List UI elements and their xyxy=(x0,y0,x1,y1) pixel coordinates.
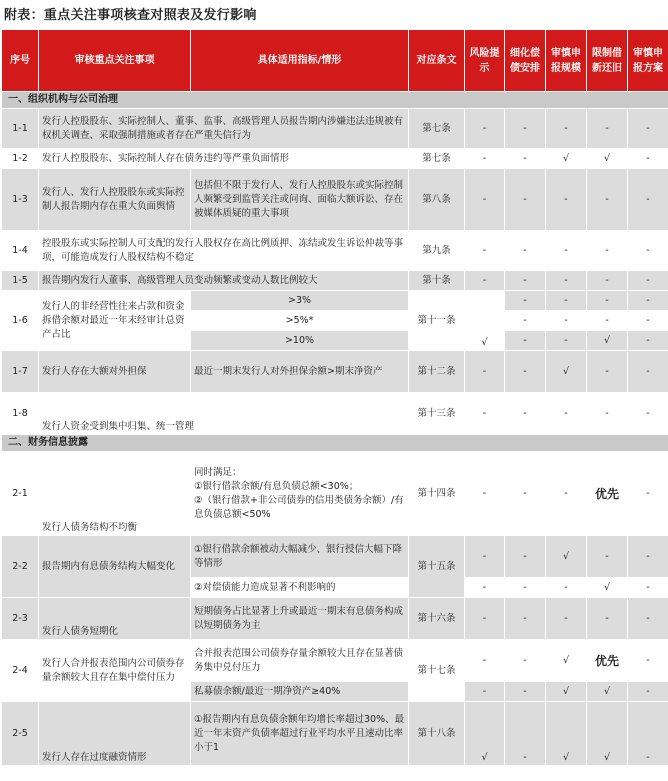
table-row xyxy=(2,109,668,149)
row-item: 发行人控股股东、实际控制人、董事、监事、高级管理人员报告期内涉嫌违法违规被有权机关调查、采取强制措施或者存在严重失信行为 xyxy=(39,109,409,149)
row-clause: 第七条 xyxy=(409,109,465,149)
table-row xyxy=(2,536,668,578)
mark-risk: - xyxy=(465,169,505,231)
mark-careful: - xyxy=(546,578,587,598)
mark-limit: √ xyxy=(587,702,628,766)
mark-risk: - xyxy=(465,109,505,149)
mark-detail: - xyxy=(505,702,546,766)
mark-plan: - xyxy=(628,149,668,169)
mark-detail: - xyxy=(505,351,546,393)
header-clause: 对应条文 xyxy=(409,30,465,92)
mark-detail: - xyxy=(505,393,546,435)
row-number: 1-4 xyxy=(2,231,39,271)
section-title: 二、财务信息披露 xyxy=(2,435,668,452)
row-number: 1-1 xyxy=(2,109,39,149)
mark-careful: - xyxy=(546,393,587,435)
mark-detail: - xyxy=(505,331,546,351)
table-row xyxy=(2,169,668,231)
mark-careful: - xyxy=(546,271,587,291)
row-number: 1-6 xyxy=(2,291,39,351)
row-number: 1-5 xyxy=(2,271,39,291)
row-clause: 第八条 xyxy=(409,169,465,231)
mark-risk: - xyxy=(465,351,505,393)
mark-plan: - xyxy=(628,682,668,702)
mark-risk: √ xyxy=(465,702,505,766)
header-item: 审核重点关注事项 xyxy=(39,30,191,92)
mark-limit: - xyxy=(587,169,628,231)
mark-careful: - xyxy=(546,291,587,311)
row-criteria: >3% xyxy=(191,291,409,311)
mark-limit: - xyxy=(587,393,628,435)
mark-detail: - xyxy=(505,311,546,331)
header-seq: 序号 xyxy=(2,30,39,92)
mark-limit: √ xyxy=(587,149,628,169)
mark-careful: √ xyxy=(546,149,587,169)
mark-limit: - xyxy=(587,598,628,640)
row-item: 控股股东或实际控制人可支配的发行人股权存在高比例质押、冻结或发生诉讼仲裁等事项，可能造成发行人股权结构不稳定 xyxy=(39,231,409,271)
mark-risk: √ xyxy=(465,291,505,351)
row-item: 发行人存在大额对外担保 xyxy=(39,351,191,393)
mark-careful: √ xyxy=(546,702,587,766)
row-number: 1-7 xyxy=(2,351,39,393)
mark-risk: - xyxy=(465,640,505,682)
row-criteria: ①银行借款余额被动大幅减少、银行授信大幅下降等情形 xyxy=(191,536,409,578)
row-criteria: 包括但不限于发行人、发行人控股股东或实际控制人频繁受到监管关注或问询、面临大额诉讼、存在被媒体质疑的重大事项 xyxy=(191,169,409,231)
mark-limit: - xyxy=(587,311,628,331)
mark-limit: √ xyxy=(587,682,628,702)
mark-detail: - xyxy=(505,578,546,598)
mark-detail: - xyxy=(505,271,546,291)
mark-risk: - xyxy=(465,682,505,702)
row-clause: 第十七条 xyxy=(409,640,465,702)
row-number: 2-1 xyxy=(2,452,39,536)
mark-plan: - xyxy=(628,393,668,435)
table-row xyxy=(2,452,668,536)
mark-plan: - xyxy=(628,169,668,231)
table-row xyxy=(2,291,668,311)
mark-detail: - xyxy=(505,598,546,640)
row-clause: 第十条 xyxy=(409,271,465,291)
mark-careful: - xyxy=(546,452,587,536)
row-clause: 第十三条 xyxy=(409,393,465,435)
mark-detail: - xyxy=(505,109,546,149)
row-criteria: ②对偿债能力造成显著不利影响的 xyxy=(191,578,409,598)
mark-careful: - xyxy=(546,331,587,351)
mark-risk: - xyxy=(465,393,505,435)
mark-plan: - xyxy=(628,351,668,393)
mark-careful: - xyxy=(546,311,587,331)
mark-careful: - xyxy=(546,169,587,231)
mark-detail: - xyxy=(505,682,546,702)
mark-plan: - xyxy=(628,291,668,311)
mark-detail: - xyxy=(505,149,546,169)
table-row xyxy=(2,640,668,682)
mark-limit: 优先 xyxy=(587,640,628,682)
row-number: 1-8 xyxy=(2,393,39,435)
row-item: 发行人债务结构不均衡 xyxy=(39,452,191,536)
row-number: 2-3 xyxy=(2,598,39,640)
header-criteria: 具体适用指标/情形 xyxy=(191,30,409,92)
mark-detail: - xyxy=(505,231,546,271)
mark-detail: - xyxy=(505,169,546,231)
mark-limit: - xyxy=(587,231,628,271)
mark-limit: - xyxy=(587,271,628,291)
mark-plan: - xyxy=(628,331,668,351)
table-row xyxy=(2,351,668,393)
mark-limit: - xyxy=(587,536,628,578)
row-clause: 第九条 xyxy=(409,231,465,271)
row-item: 报告期内有息债务结构大幅变化 xyxy=(39,536,191,598)
row-number: 1-2 xyxy=(2,149,39,169)
mark-plan: - xyxy=(628,598,668,640)
row-clause: 第十五条 xyxy=(409,536,465,598)
table-row xyxy=(2,271,668,291)
header-plan: 审慎申报方案 xyxy=(628,30,668,92)
row-clause: 第七条 xyxy=(409,149,465,169)
mark-limit: - xyxy=(587,351,628,393)
mark-plan: - xyxy=(628,231,668,271)
table-row xyxy=(2,231,668,271)
table-row xyxy=(2,149,668,169)
row-criteria: >10% xyxy=(191,331,409,351)
page-title: 附表：重点关注事项核查对照表及发行影响 xyxy=(4,8,257,23)
check-table xyxy=(1,29,668,766)
row-clause: 第十六条 xyxy=(409,598,465,640)
mark-plan: - xyxy=(628,578,668,598)
mark-careful: - xyxy=(546,598,587,640)
row-item: 发行人控股股东、实际控制人存在债务违约等严重负面情形 xyxy=(39,149,409,169)
mark-careful: √ xyxy=(546,351,587,393)
row-criteria: >5%* xyxy=(191,311,409,331)
mark-plan: - xyxy=(628,271,668,291)
row-criteria: ①报告期内有息负债余额年均增长率超过30%、最近一年末资产负债率超过行业平均水平且速动比率小于1 xyxy=(191,702,409,766)
row-criteria: 短期债务占比显著上升或最近一期末有息债务构成以短期债务为主 xyxy=(191,598,409,640)
row-item: 发行人合并报表范围内公司债券存量余额较大且存在集中偿付压力 xyxy=(39,640,191,702)
mark-plan: - xyxy=(628,536,668,578)
mark-limit: - xyxy=(587,291,628,311)
row-item: 发行人、发行人控股股东或实际控制人报告期内存在重大负面舆情 xyxy=(39,169,191,231)
row-clause: 第十二条 xyxy=(409,351,465,393)
mark-plan: - xyxy=(628,311,668,331)
mark-risk: - xyxy=(465,452,505,536)
row-number: 2-5 xyxy=(2,702,39,766)
row-criteria: 私募债余额/最近一期净资产≥40% xyxy=(191,682,409,702)
mark-careful: √ xyxy=(546,682,587,702)
header-detail: 细化偿债安排 xyxy=(505,30,546,92)
row-item: 发行人债务短期化 xyxy=(39,598,191,640)
row-item: 发行人的非经营性往来占款和资金拆借余额对最近一年末经审计总资产占比 xyxy=(39,291,191,351)
mark-plan: - xyxy=(628,640,668,682)
mark-limit: 优先 xyxy=(587,452,628,536)
mark-risk: - xyxy=(465,149,505,169)
mark-plan: - xyxy=(628,452,668,536)
mark-detail: - xyxy=(505,452,546,536)
row-number: 1-3 xyxy=(2,169,39,231)
mark-plan: - xyxy=(628,702,668,766)
mark-plan: - xyxy=(628,109,668,149)
mark-risk: - xyxy=(465,578,505,598)
table-row xyxy=(2,598,668,640)
section-title: 一、组织机构与公司治理 xyxy=(2,92,668,109)
mark-limit: √ xyxy=(587,578,628,598)
row-number: 2-4 xyxy=(2,640,39,702)
row-clause: 第十一条 xyxy=(409,291,465,351)
row-criteria: 最近一期末发行人对外担保余额>期末净资产 xyxy=(191,351,409,393)
mark-limit: √ xyxy=(587,331,628,351)
mark-limit: - xyxy=(587,109,628,149)
table-row xyxy=(2,393,668,435)
mark-careful: √ xyxy=(546,536,587,578)
header-limit: 限制借新还旧 xyxy=(587,30,628,92)
row-criteria: 合并报表范围公司债券存量余额较大且存在显著债务集中兑付压力 xyxy=(191,640,409,682)
mark-careful: - xyxy=(546,231,587,271)
header-careful: 审慎申报规模 xyxy=(546,30,587,92)
mark-careful: √ xyxy=(546,640,587,682)
mark-risk: - xyxy=(465,536,505,578)
mark-detail: - xyxy=(505,536,546,578)
table-row xyxy=(2,702,668,766)
header-risk: 风险提示 xyxy=(465,30,505,92)
row-clause: 第十八条 xyxy=(409,702,465,766)
row-clause: 第十四条 xyxy=(409,452,465,536)
mark-detail: - xyxy=(505,640,546,682)
row-criteria: 同时满足： ①银行借款余额/有息负债总额<30%； ②（银行借款+非公司债券的信用类债务余额）/有息负债总额<50% xyxy=(191,452,409,536)
mark-risk: - xyxy=(465,271,505,291)
mark-risk: - xyxy=(465,598,505,640)
mark-risk: - xyxy=(465,231,505,271)
row-item: 发行人资金受到集中归集、统一管理 xyxy=(39,393,409,435)
row-item: 报告期内发行人董事、高级管理人员变动频繁或变动人数比例较大 xyxy=(39,271,409,291)
row-number: 2-2 xyxy=(2,536,39,598)
mark-careful: - xyxy=(546,109,587,149)
mark-detail: - xyxy=(505,291,546,311)
row-item: 发行人存在过度融资情形 xyxy=(39,702,191,766)
